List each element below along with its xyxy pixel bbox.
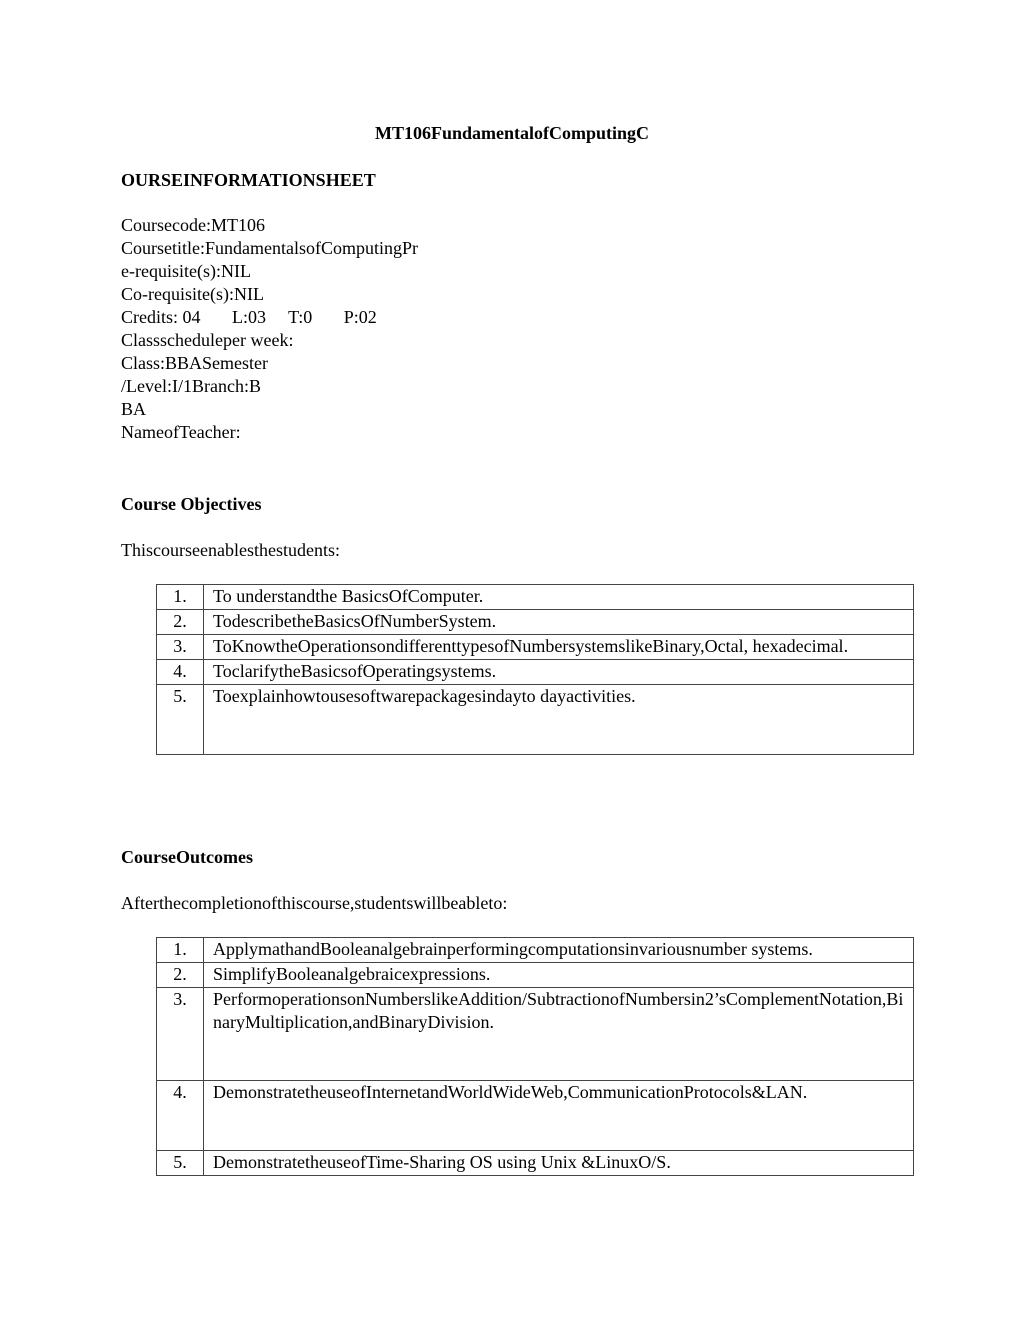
- item-number: 2.: [157, 610, 204, 635]
- item-text: TodescribetheBasicsOfNumberSystem.: [204, 610, 914, 635]
- outcomes-heading: CourseOutcomes: [121, 847, 253, 867]
- item-text: ToKnowtheOperationsondifferenttypesofNumbersystemslikeBinary,Octal, hexadecimal.: [204, 635, 914, 660]
- info-credits: Credits: 04 L:03 T:0 P:02: [121, 307, 377, 327]
- item-text: To understandthe BasicsOfComputer.: [204, 585, 914, 610]
- info-course-code: Coursecode:MT106: [121, 215, 265, 235]
- info-corequisite: Co-requisite(s):NIL: [121, 284, 264, 304]
- outcomes-table: [156, 937, 914, 1176]
- item-text: PerformoperationsonNumberslikeAddition/SubtractionofNumbersin2’sComplementNotation,BinaryMultiplication,andBinaryDivision.: [204, 988, 914, 1081]
- table-row: [157, 585, 914, 610]
- info-course-title: Coursetitle:FundamentalsofComputingPr: [121, 238, 418, 258]
- table-row: [157, 685, 914, 755]
- objectives-intro: Thiscourseenablesthestudents:: [121, 540, 340, 560]
- item-number: 1.: [157, 585, 204, 610]
- item-text: ApplymathandBooleanalgebrainperformingcomputationsinvariousnumber systems.: [204, 938, 914, 963]
- info-class-schedule: Classscheduleper week:: [121, 330, 294, 350]
- info-sheet-heading: OURSEINFORMATIONSHEET: [121, 170, 376, 190]
- info-prerequisite: e-requisite(s):NIL: [121, 261, 251, 281]
- item-text: DemonstratetheuseofInternetandWorldWideWeb,CommunicationProtocols&LAN.: [204, 1081, 914, 1151]
- item-number: 2.: [157, 963, 204, 988]
- info-level-branch: /Level:I/1Branch:B: [121, 376, 261, 396]
- table-row: [157, 938, 914, 963]
- item-number: 5.: [157, 685, 204, 755]
- item-number: 3.: [157, 988, 204, 1081]
- table-row: [157, 1151, 914, 1176]
- table-row: [157, 963, 914, 988]
- item-number: 4.: [157, 660, 204, 685]
- info-branch-continued: BA: [121, 399, 147, 419]
- item-number: 4.: [157, 1081, 204, 1151]
- item-number: 5.: [157, 1151, 204, 1176]
- table-row: [157, 660, 914, 685]
- item-text: DemonstratetheuseofTime-Sharing OS using Unix &LinuxO/S.: [204, 1151, 914, 1176]
- item-number: 1.: [157, 938, 204, 963]
- table-row: [157, 1081, 914, 1151]
- item-number: 3.: [157, 635, 204, 660]
- table-row: [157, 610, 914, 635]
- course-info-block: [121, 214, 418, 444]
- info-class-semester: Class:BBASemester: [121, 353, 268, 373]
- outcomes-intro: Afterthecompletionofthiscourse,studentswillbeableto:: [121, 893, 508, 913]
- info-teacher-name: NameofTeacher:: [121, 422, 241, 442]
- objectives-table: [156, 584, 914, 755]
- objectives-heading: Course Objectives: [121, 494, 262, 514]
- item-text: Toexplainhowtousesoftwarepackagesindayto dayactivities.: [204, 685, 914, 755]
- item-text: ToclarifytheBasicsofOperatingsystems.: [204, 660, 914, 685]
- table-row: [157, 988, 914, 1081]
- item-text: SimplifyBooleanalgebraicexpressions.: [204, 963, 914, 988]
- page-title: MT106FundamentalofComputingC: [374, 123, 650, 143]
- table-row: [157, 635, 914, 660]
